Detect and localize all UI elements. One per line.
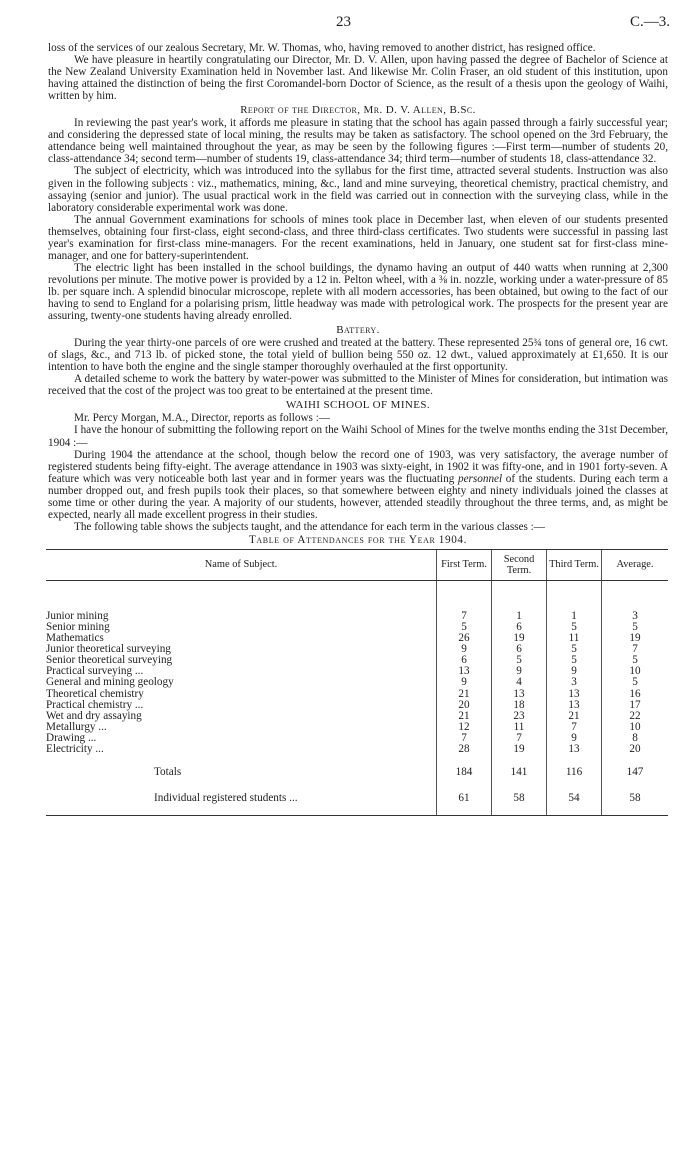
table-caption: Table of Attendances for the Year 1904. [249, 533, 467, 546]
subject-name: Junior theoretical surveying [46, 644, 171, 656]
third-value: 13 [547, 700, 602, 711]
third-value: 1 [547, 580, 602, 622]
first-value: 13 [437, 666, 492, 677]
first-value: 26 [437, 633, 492, 644]
third-value: 54 [547, 779, 602, 816]
third-value: 9 [547, 733, 602, 744]
second-value: 141 [492, 755, 547, 779]
first-value: 9 [437, 677, 492, 688]
average-value: 8 [602, 733, 669, 744]
paragraph: I have the honour of submitting the following report on the Waihi School of Mines for the twelve months ending the 31st December, 1904 :— [48, 424, 668, 449]
page-number: 23 [336, 14, 351, 30]
subject-name: Senior theoretical surveying [46, 655, 173, 667]
text-run: During 1904 the attendance at the school, though below the record one of 1903, was very satisfactory, the average number of registered students being fifty-eight. The average attendance in 1903 was sixty-eight, in 1902 it was fifty-one, and in 1901 forty-seven. A feature which was very noticeable both last year and in former years was the fluctuating [48, 448, 668, 485]
average-value: 147 [602, 755, 669, 779]
subject-name: General and mining geology [46, 677, 174, 689]
paragraph: Mr. Percy Morgan, M.A., Director, reports as follows :— [74, 412, 330, 425]
paragraph: The following table shows the subjects taught, and the attendance for each term in the various classes :— [74, 520, 545, 533]
paragraph: The subject of electricity, which was introduced into the syllabus for the first time, attracted several students. Instruction was also given in the following subjects : viz., mathematics, mining, &c., land and mine surveying, theoretical chemistry, practical chemistry, and assaying (senior and junior). The usual practical work in the field was carried out in connection with the surveying class, while in the laboratory considerable experimental work was done. [48, 165, 668, 214]
subject-cell [46, 700, 437, 711]
average-value: 5 [602, 622, 669, 633]
subject-cell [46, 689, 437, 700]
header-second-term: Second Term. [492, 549, 547, 580]
average-value: 17 [602, 700, 669, 711]
third-value: 21 [547, 711, 602, 722]
table-row [46, 755, 668, 779]
subject-name: Electricity ... [46, 744, 104, 756]
subject-cell [46, 677, 437, 688]
average-value: 20 [602, 744, 669, 755]
table-row [46, 580, 668, 622]
first-value: 184 [437, 755, 492, 779]
paragraph: In reviewing the past year's work, it affords me pleasure in stating that the school has again passed through a fairly successful year; and considering the depressed state of local mining, the results may be taken as satisfactory. The school opened on the 3rd February, the attendance being well maintained throughout the year, as may be seen by the following figures :—First term—number of students 20, class-attendance 34; second term—number of students 19, class-attendance 34; third term—number of students 18, class-attendance 32. [48, 117, 668, 166]
first-value: 12 [437, 722, 492, 733]
subject-name: Metallurgy ... [46, 721, 107, 733]
average-value: 22 [602, 711, 669, 722]
subject-cell [46, 580, 437, 622]
second-value: 1 [492, 580, 547, 622]
second-value: 13 [492, 689, 547, 700]
first-value: 5 [437, 622, 492, 633]
first-value: 28 [437, 744, 492, 755]
average-value: 19 [602, 633, 669, 644]
subject-cell [46, 733, 437, 744]
table-row [46, 779, 668, 816]
section-heading-waihi: WAIHI SCHOOL OF MINES. [285, 399, 431, 412]
subject-name: Practical surveying ... [46, 666, 144, 678]
subject-name: Wet and dry assaying [46, 710, 142, 722]
subject-cell [46, 622, 437, 633]
subject-cell [46, 644, 437, 655]
third-value: 5 [547, 655, 602, 666]
text-run: of the students. During each term a number dropped out, and fresh pupils took their places, so that somewhere between eighty and ninety individuals joined the classes at some time or other during the year. A majority of our students, however, attended steadily throughout the three terms, and, as might be expected, nearly all made excellent progress in their studies. [48, 472, 668, 521]
table-row [46, 677, 668, 688]
subject-cell [46, 779, 437, 816]
subject-cell [46, 722, 437, 733]
table-row [46, 744, 668, 755]
second-value: 4 [492, 677, 547, 688]
second-value: 58 [492, 779, 547, 816]
second-value: 11 [492, 722, 547, 733]
second-value: 19 [492, 633, 547, 644]
first-value: 61 [437, 779, 492, 816]
average-value: 10 [602, 666, 669, 677]
second-value: 6 [492, 622, 547, 633]
third-value: 116 [547, 755, 602, 779]
average-value: 10 [602, 722, 669, 733]
subject-name: Drawing ... [46, 732, 97, 744]
second-value: 6 [492, 644, 547, 655]
paragraph: The annual Government examinations for schools of mines took place in December last, when eleven of our students presented themselves, obtaining four first-class, eight second-class, and three third-class certificates. Two students were successful in passing last year's examination for first-class mine-managers. For the recent examinations, held in January, one student sat for first-class mine-manager, and one for battery-superintendent. [48, 213, 668, 262]
average-value: 16 [602, 689, 669, 700]
average-value: 3 [602, 580, 669, 622]
subject-cell [46, 633, 437, 644]
second-value: 7 [492, 733, 547, 744]
attendance-table [46, 549, 668, 816]
third-value: 9 [547, 666, 602, 677]
paragraph: loss of the services of our zealous Secretary, Mr. W. Thomas, who, having removed to another district, has resigned office. [48, 42, 596, 54]
document-reference: C.—3. [629, 14, 670, 30]
paragraph [48, 449, 668, 521]
third-value: 7 [547, 722, 602, 733]
first-value: 7 [437, 580, 492, 622]
third-value: 3 [547, 677, 602, 688]
first-value: 21 [437, 711, 492, 722]
table-row [46, 689, 668, 700]
subject-cell [46, 655, 437, 666]
subject-name: Totals [154, 766, 182, 779]
first-value: 20 [437, 700, 492, 711]
paragraph: During the year thirty-one parcels of ore were crushed and treated at the battery. These represented 25¾ tons of general ore, 16 cwt. of slags, &c., and 713 lb. of picked stone, the total yield of bullion being 550 oz. 12 dwt., valued approximately at £1,650. It is our intention to have both the engine and the single stamper thoroughly overhauled at the first opportunity. [48, 337, 668, 374]
third-value: 13 [547, 689, 602, 700]
first-value: 7 [437, 733, 492, 744]
first-value: 21 [437, 689, 492, 700]
second-value: 18 [492, 700, 547, 711]
header-average: Average. [602, 549, 669, 580]
header-subject: Name of Subject. [46, 549, 437, 580]
document-body [48, 42, 668, 816]
header-first-term: First Term. [437, 549, 492, 580]
subject-cell [46, 711, 437, 722]
subject-name: Individual registered students ... [154, 792, 298, 805]
section-heading-director-report: Report of the Director, Mr. D. V. Allen, B.Sc. [240, 104, 476, 117]
subject-name: Senior mining [46, 622, 110, 634]
third-value: 13 [547, 744, 602, 755]
paragraph: A detailed scheme to work the battery by water-power was submitted to the Minister of Mines for consideration, but intimation was received that the cost of the project was too great to be entertained at the present time. [48, 373, 668, 398]
paragraph: We have pleasure in heartily congratulating our Director, Mr. D. V. Allen, upon having passed the degree of Bachelor of Science at the New Zealand University Examination held in November last. And likewise Mr. Colin Fraser, an old student of this institution, upon having attained the distinction of being the first Coromandel-born Doctor of Science, as the result of a thesis upon the geology of Waihi, written by him. [48, 54, 668, 103]
third-value: 5 [547, 622, 602, 633]
subject-name: Junior mining [46, 609, 109, 622]
subject-cell [46, 744, 437, 755]
average-value: 5 [602, 655, 669, 666]
third-value: 11 [547, 633, 602, 644]
second-value: 19 [492, 744, 547, 755]
second-value: 23 [492, 711, 547, 722]
subject-cell [46, 755, 437, 779]
paragraph: The electric light has been installed in the school buildings, the dynamo having an output of 440 watts when running at 2,300 revolutions per minute. The motive power is provided by a 12 in. Pelton wheel, with a ⅜ in. nozzle, working under a water-pressure of 85 lb. per square inch. A splendid binocular microscope, replete with all modern accessories, has been obtained, but owing to the fact of our having to send to England for a polarising prism, little headway was made with petrological work. The prospects for the present year are assuring, twenty-one students having already enrolled. [48, 261, 668, 323]
first-value: 6 [437, 655, 492, 666]
average-value: 7 [602, 644, 669, 655]
italic-term: personnel [457, 472, 503, 485]
average-value: 58 [602, 779, 669, 816]
first-value: 9 [437, 644, 492, 655]
section-heading-battery: Battery. [336, 324, 380, 337]
second-value: 9 [492, 666, 547, 677]
subject-name: Practical chemistry ... [46, 699, 144, 711]
subject-cell [46, 666, 437, 677]
third-value: 5 [547, 644, 602, 655]
table-header-row [46, 549, 668, 580]
header-third-term: Third Term. [547, 549, 602, 580]
table-body [46, 580, 668, 815]
second-value: 5 [492, 655, 547, 666]
average-value: 5 [602, 677, 669, 688]
subject-name: Mathematics [46, 633, 104, 645]
subject-name: Theoretical chemistry [46, 688, 144, 700]
